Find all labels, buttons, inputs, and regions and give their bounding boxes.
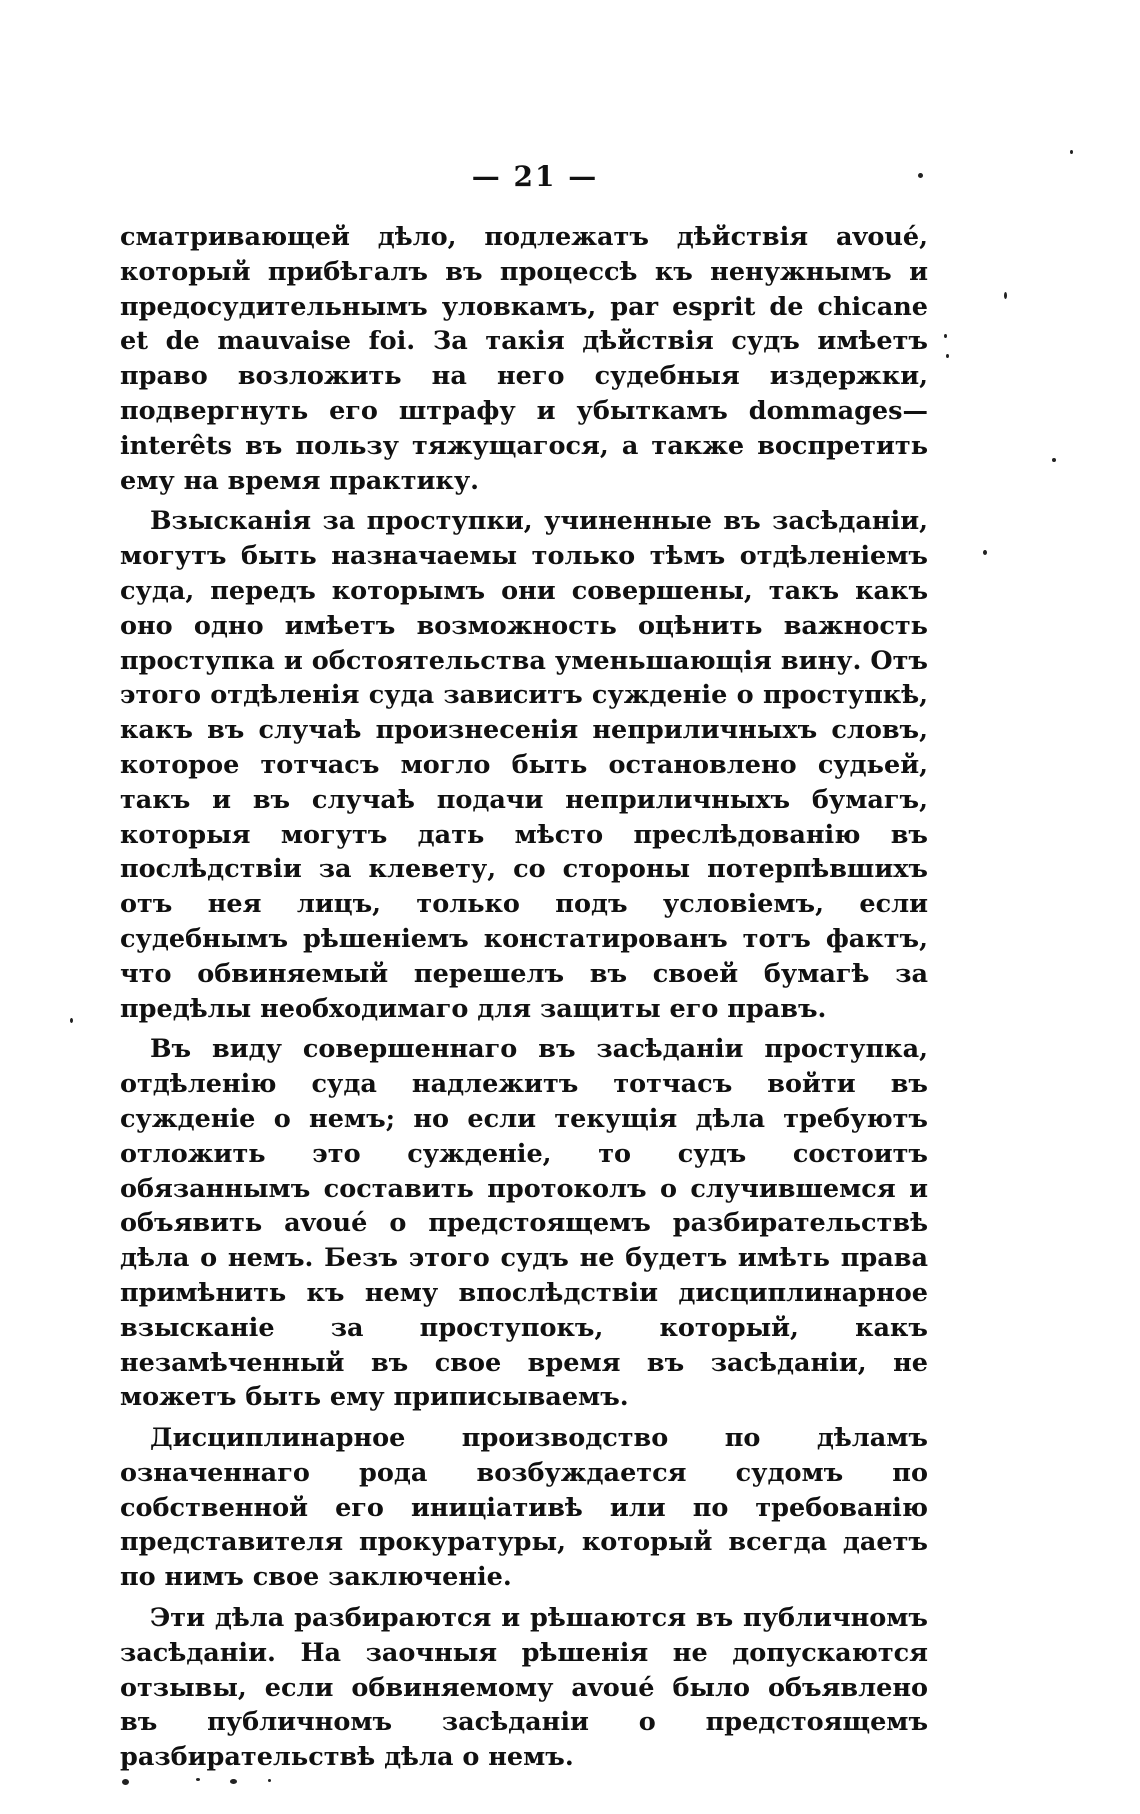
paragraph-4: Дисциплинарное производство по дѣламъ означеннаго рода возбуждается судомъ по собственной его иниціативѣ или по требованію представителя прокуратуры, который всегда даетъ по нимъ свое заключеніе. <box>120 1423 928 1593</box>
scan-speck <box>944 334 947 338</box>
scan-speck <box>268 1779 271 1782</box>
paragraph-2: Взысканія за проступки, учиненные въ засѣданіи, могутъ быть назначаемы только тѣмъ отдѣленіемъ суда, передъ которымъ они совершены, такъ какъ оно одно имѣетъ возможность оцѣнить важность проступка и обстоятельства уменьшающія вину. Отъ этого отдѣленія суда зависитъ сужденіе о проступкѣ, какъ въ случаѣ произнесенія неприличныхъ словъ, которое тотчасъ могло быть остановлено судьей, такъ и въ случаѣ подачи неприличныхъ бумагъ, которыя могутъ дать мѣсто преслѣдованію въ послѣдствіи за клевету, со стороны потерпѣвшихъ отъ нея лицъ, только подъ условіемъ, если судебнымъ рѣшеніемъ констатированъ тотъ фактъ, что обвиняемый перешелъ въ своей бумагѣ за предѣлы необходимаго для защиты его правъ. <box>120 506 928 1024</box>
scan-speck <box>196 1778 200 1781</box>
scan-speck <box>122 1779 129 1785</box>
scan-speck <box>1070 150 1073 154</box>
paragraph-5: Эти дѣла разбираются и рѣшаются въ публичномъ засѣданіи. На заочныя рѣшенія не допускаются отзывы, если обвиняемому avoué было объявлено въ публичномъ засѣданіи о предстоящемъ разбирательствѣ дѣла о немъ. <box>120 1603 928 1773</box>
scan-speck <box>1052 458 1056 462</box>
paragraph-3: Въ виду совершеннаго въ засѣданіи проступка, отдѣленію суда надлежитъ тотчасъ войти въ сужденіе о немъ; но если текущія дѣла требуютъ отложить это сужденіе, то судъ состоитъ обязаннымъ составить протоколъ о случившемся и объявить avoué о предстоящемъ разбирательствѣ дѣла о немъ. Безъ этого судъ не будетъ имѣть права примѣнить къ нему впослѣдствіи дисциплинарное взысканіе за проступокъ, который, какъ незамѣченный въ свое время въ засѣданіи, не можетъ быть ему приписываемъ. <box>120 1034 928 1413</box>
scan-speck <box>1004 292 1007 299</box>
scan-speck <box>983 550 987 555</box>
paragraph-1: сматривающей дѣло, подлежатъ дѣйствія avoué, который прибѣгалъ въ процессѣ къ ненужнымъ и предосудительнымъ уловкамъ, par esprit de chicane et de mauvaise foi. За такія дѣйствія судъ имѣетъ право возложить на него судебныя издержки, подвергнуть его штрафу и убыткамъ dommages—interêts въ пользу тяжущагося, а также воспретить ему на время практику. <box>120 222 928 496</box>
body-text <box>120 220 928 1781</box>
scan-speck <box>946 354 949 358</box>
scan-speck <box>230 1779 237 1784</box>
page-number: — 21 — <box>471 160 599 193</box>
scan-speck <box>918 173 923 178</box>
scan-speck <box>70 1018 73 1023</box>
